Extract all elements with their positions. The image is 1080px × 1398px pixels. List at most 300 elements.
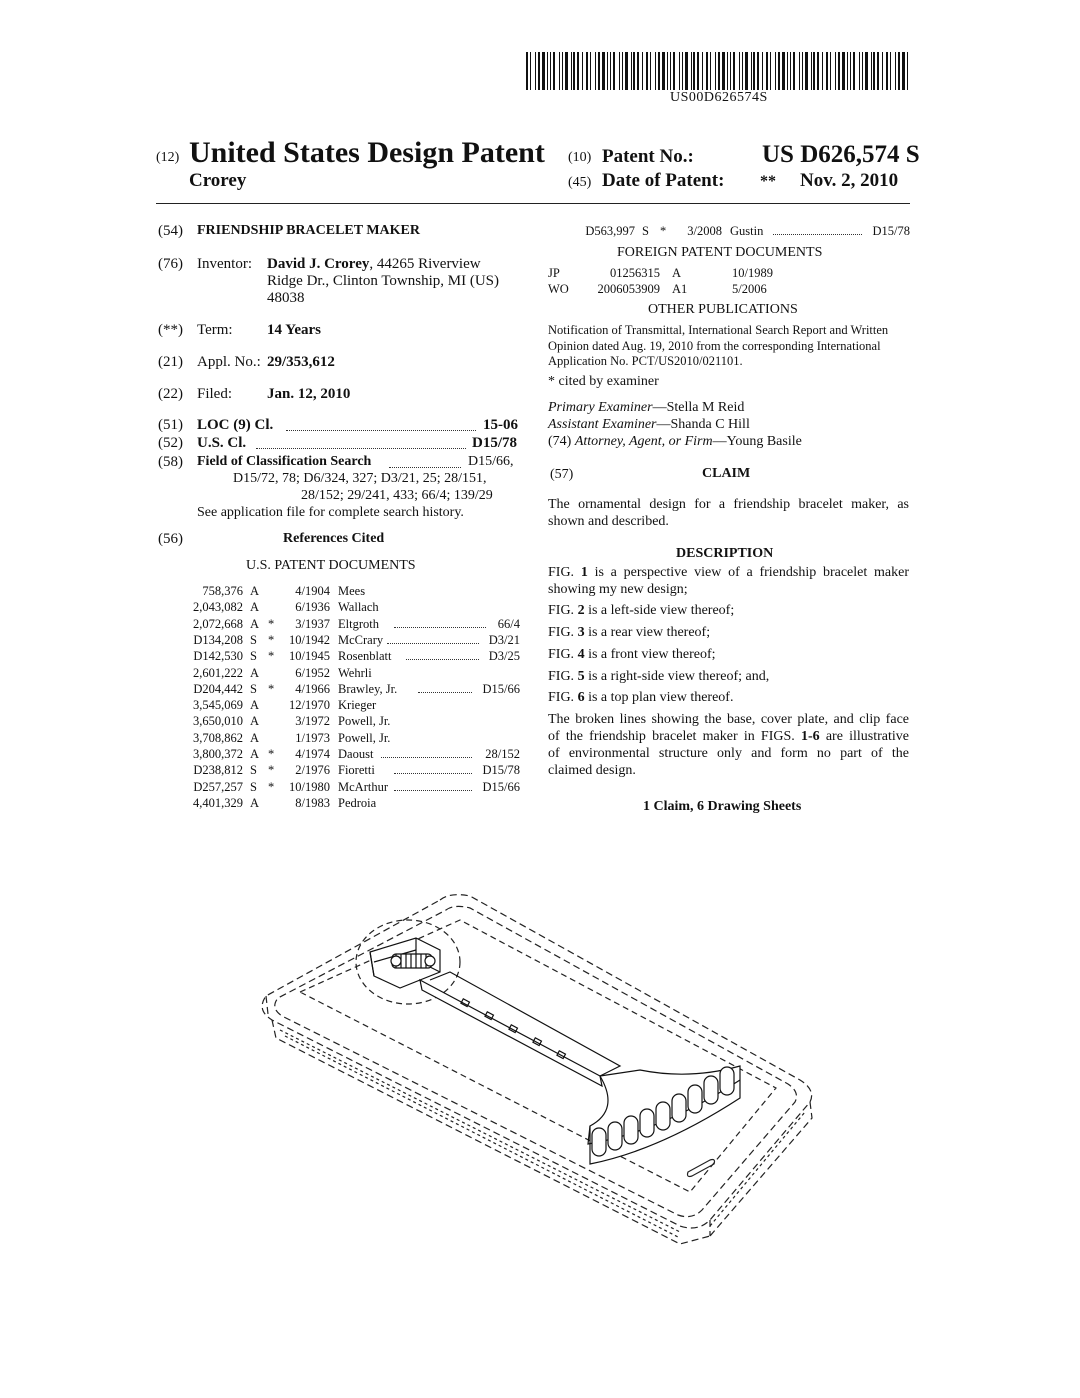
inventor-name: David J. Crorey — [267, 256, 370, 272]
ref-date: 6/1952 — [295, 665, 330, 680]
claim-line1: The ornamental design for a friendship bracelet maker, as — [548, 497, 909, 512]
barcode-bar — [667, 52, 668, 90]
ref-number: D238,812 — [193, 763, 243, 778]
dot-leader — [381, 747, 472, 758]
broken-lines-figs: 1-6 — [800, 729, 820, 744]
us-reference-row — [188, 780, 520, 796]
barcode-bar — [582, 52, 583, 90]
assistant-examiner-label: Assistant Examiner — [548, 417, 657, 432]
ref-kind: S — [250, 763, 257, 778]
primary-examiner — [548, 400, 744, 416]
barcode-bar — [565, 52, 568, 90]
foreign-reference-row — [548, 266, 808, 282]
ref-star: * — [268, 747, 275, 761]
ref-class: 66/4 — [497, 616, 520, 631]
broken-lines-2a: of the friendship bracelet maker in FIGS. — [548, 729, 801, 744]
barcode-bar — [610, 52, 611, 90]
desc-fig-number: 2 — [577, 603, 585, 618]
tray-ribs — [280, 1030, 805, 1238]
ref-class: D15/66 — [482, 779, 520, 794]
barcode-bar — [571, 52, 572, 90]
foreign-date: 5/2006 — [732, 282, 767, 296]
barcode-bar — [745, 52, 748, 90]
claims-sheets-count: 1 Claim, 6 Drawing Sheets — [643, 799, 802, 814]
barcode-bar — [835, 52, 836, 90]
barcode-bar — [862, 52, 863, 90]
ref-name: Wallach — [338, 600, 379, 615]
ref-name: Fioretti — [338, 763, 375, 778]
barcode-bar — [691, 52, 692, 90]
ref-star: * — [268, 681, 275, 696]
field-value2: D15/72, 78; D6/324, 327; D3/21, 25; 28/151, — [233, 471, 487, 486]
ref-number: D204,442 — [193, 681, 243, 696]
ref-name: Brawley, Jr. — [338, 681, 398, 696]
desc-prefix: FIG. — [548, 647, 578, 662]
ref-kind: A — [250, 698, 260, 713]
barcode-bar — [733, 52, 735, 90]
barcode-bar — [595, 52, 596, 90]
barcode-bar — [655, 52, 656, 90]
us-reference-row — [188, 633, 520, 649]
ref-kind: A — [250, 616, 260, 631]
ref-number: 3,708,862 — [193, 730, 243, 745]
description-item — [548, 565, 909, 581]
broken-lines-1: The broken lines showing the base, cover plate, and clip face — [548, 712, 909, 727]
ref-class: D15/66 — [482, 681, 520, 696]
ref-name: Rosenblatt — [338, 649, 392, 664]
ref-name: Powell, Jr. — [338, 730, 391, 745]
cited-note: * cited by examiner — [548, 374, 659, 389]
barcode-bar — [859, 52, 860, 90]
foreign-number: 2006053909 — [597, 282, 660, 296]
term-value: 14 Years — [267, 322, 322, 338]
ref-star: * — [268, 763, 275, 778]
attorney-code: (74) — [548, 434, 572, 449]
attorney-line — [548, 434, 802, 450]
field-code: (58) — [158, 454, 183, 470]
ref-date: 4/1974 — [295, 747, 330, 761]
ref-star: * — [268, 632, 275, 647]
ref-class: D3/21 — [488, 632, 520, 647]
ref-number: 2,072,668 — [193, 616, 243, 631]
foreign-kind: A — [672, 266, 682, 280]
barcode-bar — [802, 52, 803, 90]
filed-code: (22) — [158, 386, 183, 402]
barcode-bar — [607, 52, 608, 90]
inventor-address2: Ridge Dr., Clinton Township, MI (US) — [267, 273, 500, 289]
desc-fig-number: 3 — [577, 625, 585, 640]
barcode-bar — [685, 52, 688, 90]
claim-line2: shown and described. — [548, 514, 669, 529]
attorney-name: —Young Basile — [712, 434, 802, 449]
ref-date: 4/1904 — [295, 584, 330, 598]
barcode-bar — [542, 52, 545, 90]
ref-class: D3/25 — [488, 649, 520, 664]
code-12: (12) — [156, 150, 180, 165]
loc-value: 15-06 — [483, 417, 518, 433]
primary-examiner-label: Primary Examiner — [548, 400, 653, 415]
barcode-bar — [757, 52, 759, 90]
barcode-bar — [586, 52, 588, 90]
ref-date: 4/1966 — [295, 681, 330, 696]
barcode-bar — [907, 52, 908, 90]
ref-date: 3/1937 — [295, 616, 330, 631]
field-note: See application file for complete search history. — [197, 505, 464, 520]
barcode-bar — [817, 52, 819, 90]
us-reference-row — [188, 731, 520, 747]
ref-star: * — [660, 224, 667, 238]
filed-value: Jan. 12, 2010 — [267, 386, 351, 402]
field-value3: 28/152; 29/241, 433; 66/4; 139/29 — [301, 488, 493, 503]
barcode-bar — [787, 52, 788, 90]
foreign-country: JP — [548, 266, 560, 280]
ref-name: Powell, Jr. — [338, 714, 391, 729]
ref-kind: A — [250, 600, 260, 615]
barcode-bar — [553, 52, 555, 90]
inventor-code: (76) — [158, 256, 183, 272]
perspective-drawing — [240, 880, 840, 1250]
patent-no-label: Patent No.: — [602, 146, 694, 167]
us-reference-row — [188, 714, 520, 730]
barcode-bar — [590, 52, 591, 90]
ref-kind: A — [250, 584, 260, 598]
ref-kind: A — [250, 714, 260, 729]
refs-title: References Cited — [283, 531, 385, 546]
description-item — [548, 625, 710, 641]
term-code: (**) — [158, 322, 183, 338]
desc-prefix: FIG. — [548, 603, 578, 618]
barcode-bar — [830, 52, 831, 90]
top-reference-row — [580, 224, 910, 240]
us-reference-row — [188, 617, 520, 633]
desc-fig-number: 5 — [577, 669, 585, 684]
barcode-bar — [637, 52, 639, 90]
barcode-bar — [538, 52, 540, 90]
desc-text: is a top plan view thereof. — [584, 690, 734, 705]
other-pub-line1: Notification of Transmittal, International Search Report and Written — [548, 323, 889, 337]
barcode-bar — [813, 52, 815, 90]
ref-date: 10/1980 — [289, 779, 330, 794]
ref-name: Daoust — [338, 747, 374, 761]
term-label: Term: — [197, 322, 233, 338]
ref-number: D563,997 — [585, 224, 635, 238]
barcode-bar — [890, 52, 891, 90]
barcode-bar — [853, 52, 855, 90]
barcode-bar — [602, 52, 605, 90]
barcode-bar — [625, 52, 628, 90]
barcode-bar — [886, 52, 888, 90]
foreign-title: FOREIGN PATENT DOCUMENTS — [617, 245, 823, 260]
clip-assembly — [370, 938, 440, 988]
ref-number: 2,043,082 — [193, 600, 243, 615]
broken-lines-2 — [548, 729, 909, 745]
dot-leader — [394, 763, 472, 774]
desc-text: is a left-side view thereof; — [584, 603, 735, 618]
barcode-bar — [775, 52, 776, 90]
other-pub-line2: Opinion dated Aug. 19, 2010 from the corresponding International — [548, 339, 881, 353]
ref-number: D257,257 — [193, 779, 243, 794]
us-docs-title: U.S. PATENT DOCUMENTS — [246, 558, 416, 573]
assistant-examiner — [548, 417, 750, 433]
desc-text: is a right-side view thereof; and, — [584, 669, 770, 684]
uscl-label: U.S. Cl. — [197, 435, 247, 451]
barcode-bar — [877, 52, 879, 90]
barcode-bar — [682, 52, 683, 90]
barcode-bar — [622, 52, 623, 90]
ref-name: Pedroia — [338, 795, 377, 810]
date-marker: ** — [760, 173, 776, 190]
ref-date: 2/1976 — [295, 763, 330, 778]
desc-fig-number: 6 — [577, 690, 585, 705]
dot-leader — [418, 682, 472, 693]
barcode-bar — [742, 52, 743, 90]
field-value1: D15/66, — [468, 454, 514, 469]
ref-kind: A — [250, 730, 260, 745]
refs-code: (56) — [158, 531, 183, 547]
ref-class: 28/152 — [485, 747, 520, 761]
barcode-bar — [902, 52, 905, 90]
header-rule — [156, 203, 910, 204]
filed-label: Filed: — [197, 386, 233, 402]
barcode-bar — [633, 52, 635, 90]
broken-lines-2c: are illustrative — [819, 729, 909, 744]
barcode-bar — [550, 52, 551, 90]
doc-type-title: United States Design Patent — [189, 136, 545, 169]
us-reference-row — [188, 763, 520, 779]
barcode-bar — [613, 52, 615, 90]
ref-date: 6/1936 — [295, 600, 330, 615]
date-label: Date of Patent: — [602, 170, 725, 191]
barcode-bar — [751, 52, 752, 90]
foreign-country: WO — [548, 282, 569, 296]
uscl-leader — [256, 438, 466, 449]
ref-kind: S — [250, 681, 257, 696]
broken-lines-3: of environmental structure only and form no part of the — [548, 746, 909, 761]
barcode-bar — [778, 52, 780, 90]
barcode-bar — [673, 52, 675, 90]
claim-code: (57) — [550, 467, 574, 482]
dot-leader — [406, 649, 479, 660]
description-item — [548, 647, 716, 663]
foreign-date: 10/1989 — [732, 266, 773, 280]
description-item — [548, 582, 688, 598]
desc-prefix: FIG. — [548, 690, 578, 705]
barcode-bar — [873, 52, 875, 90]
barcode-bar — [850, 52, 851, 90]
barcode-bar — [679, 52, 680, 90]
barcode-bar — [871, 52, 872, 90]
ref-number: D142,530 — [193, 649, 243, 664]
desc-text: is a rear view thereof; — [584, 625, 711, 640]
ref-kind: S — [250, 649, 257, 664]
barcode-bar — [730, 52, 731, 90]
ref-number: 758,376 — [202, 584, 243, 598]
barcode-bar — [882, 52, 883, 90]
inventor-surname: Crorey — [189, 170, 247, 191]
us-reference-row — [188, 698, 520, 714]
ref-number: 3,650,010 — [193, 714, 243, 729]
code-10: (10) — [568, 150, 592, 165]
ref-star: * — [268, 616, 275, 631]
description-item — [548, 603, 734, 619]
assistant-examiner-name: —Shanda C Hill — [656, 417, 750, 432]
inventor-address1: , 44265 Riverview — [369, 256, 481, 272]
barcode-bar — [535, 52, 536, 90]
description-item — [548, 690, 733, 706]
barcode-bar — [670, 52, 671, 90]
barcode-bar — [573, 52, 575, 90]
claim-title: CLAIM — [702, 466, 751, 481]
ref-number: 4,401,329 — [193, 795, 243, 810]
loc-label: LOC (9) Cl. — [197, 417, 274, 433]
barcode-bar — [631, 52, 632, 90]
barcode-bar — [865, 52, 868, 90]
barcode-bar — [762, 52, 763, 90]
barcode-bar — [697, 52, 699, 90]
ref-kind: S — [250, 779, 257, 794]
barcode-bar — [739, 52, 740, 90]
ref-star: * — [268, 649, 275, 664]
us-reference-row — [188, 600, 520, 616]
barcode-bar — [838, 52, 840, 90]
patent-number: US D626,574 S — [762, 141, 920, 168]
barcode-bar — [662, 52, 665, 90]
barcode-bar — [842, 52, 845, 90]
primary-examiner-name: —Stella M Reid — [652, 400, 745, 415]
desc-fig-number: 1 — [580, 565, 588, 580]
inventor-line1 — [267, 256, 481, 273]
inventor-address3: 48038 — [267, 290, 305, 306]
ref-number: 2,601,222 — [193, 665, 243, 680]
barcode-bar — [619, 52, 620, 90]
ref-kind: A — [250, 665, 260, 680]
desc-text: showing my new design; — [548, 582, 688, 597]
barcode-bar — [722, 52, 725, 90]
us-reference-row — [188, 584, 520, 600]
barcode-bar — [895, 52, 896, 90]
foreign-kind: A1 — [672, 282, 688, 296]
bracelet-head — [588, 1066, 740, 1164]
barcode-bar — [530, 52, 531, 90]
ref-number: D134,208 — [193, 632, 243, 647]
us-reference-row — [188, 666, 520, 682]
date-of-patent: Nov. 2, 2010 — [800, 170, 899, 191]
barcode-bar — [598, 52, 600, 90]
field-label: Field of Classification Search — [197, 454, 372, 469]
us-reference-row — [188, 747, 520, 763]
barcode-number: US00D626574S — [670, 90, 768, 105]
barcode-bar — [706, 52, 708, 90]
barcode — [526, 52, 912, 90]
desc-prefix: FIG. — [548, 669, 578, 684]
barcode-bar — [793, 52, 795, 90]
invention-title: FRIENDSHIP BRACELET MAKER — [197, 223, 421, 238]
us-reference-row — [188, 649, 520, 665]
dot-leader — [394, 780, 472, 791]
ref-kind: A — [250, 795, 260, 810]
barcode-bar — [658, 52, 660, 90]
dot-leader — [387, 633, 479, 644]
barcode-bar — [770, 52, 771, 90]
other-pubs-title: OTHER PUBLICATIONS — [648, 302, 798, 317]
loc-code: (51) — [158, 417, 183, 433]
ref-kind: S — [250, 632, 257, 647]
ref-class: D15/78 — [872, 224, 910, 238]
desc-text: is a perspective view of a friendship bracelet maker — [587, 565, 909, 580]
uscl-value: D15/78 — [472, 435, 517, 451]
field-leader — [389, 457, 461, 468]
desc-fig-number: 4 — [577, 647, 585, 662]
barcode-bar — [547, 52, 548, 90]
ref-date: 3/1972 — [295, 714, 330, 729]
us-reference-row — [188, 682, 520, 698]
loc-leader — [286, 420, 476, 431]
barcode-bar — [766, 52, 768, 90]
ref-date: 1/1973 — [295, 730, 330, 745]
ref-name: Krieger — [338, 698, 377, 713]
barcode-bar — [753, 52, 755, 90]
appl-code: (21) — [158, 354, 183, 370]
ref-date: 3/2008 — [687, 224, 722, 238]
ref-name: Mees — [338, 584, 366, 598]
barcode-bar — [805, 52, 808, 90]
ref-name: Eltgroth — [338, 616, 379, 631]
broken-lines-4: claimed design. — [548, 763, 636, 778]
barcode-bar — [826, 52, 828, 90]
barcode-bar — [782, 52, 785, 90]
ref-date: 12/1970 — [289, 698, 330, 713]
barcode-bar — [577, 52, 579, 90]
ref-name: Wehrli — [338, 665, 372, 680]
barcode-bar — [650, 52, 651, 90]
dot-leader — [773, 224, 862, 235]
barcode-bar — [562, 52, 563, 90]
barcode-bar — [847, 52, 848, 90]
barcode-bar — [790, 52, 791, 90]
barcode-bar — [559, 52, 560, 90]
inventor-label: Inventor: — [197, 256, 252, 272]
ref-name: Gustin — [730, 224, 764, 238]
description-title: DESCRIPTION — [676, 546, 774, 561]
description-item — [548, 669, 769, 685]
ref-star: * — [268, 779, 275, 794]
ref-date: 10/1945 — [289, 649, 330, 664]
uscl-code: (52) — [158, 435, 183, 451]
ref-date: 8/1983 — [295, 795, 330, 810]
desc-prefix: FIG. — [548, 565, 581, 580]
barcode-bar — [646, 52, 648, 90]
ref-number: 3,800,372 — [193, 747, 243, 761]
barcode-bar — [526, 52, 528, 90]
foreign-number: 01256315 — [610, 266, 660, 280]
barcode-bar — [693, 52, 695, 90]
desc-text: is a front view thereof; — [584, 647, 716, 662]
ref-date: 10/1942 — [289, 632, 330, 647]
ref-number: 3,545,069 — [193, 698, 243, 713]
barcode-bar — [702, 52, 703, 90]
foreign-reference-row — [548, 282, 808, 298]
ref-kind: A — [250, 747, 260, 761]
barcode-bar — [718, 52, 720, 90]
barcode-bar — [799, 52, 800, 90]
barcode-bar — [822, 52, 823, 90]
us-reference-row — [188, 796, 520, 812]
attorney-label: Attorney, Agent, or Firm — [574, 434, 713, 449]
barcode-bar — [811, 52, 812, 90]
ref-class: D15/78 — [482, 763, 520, 778]
title-code: (54) — [158, 223, 183, 239]
barcode-bar — [710, 52, 711, 90]
